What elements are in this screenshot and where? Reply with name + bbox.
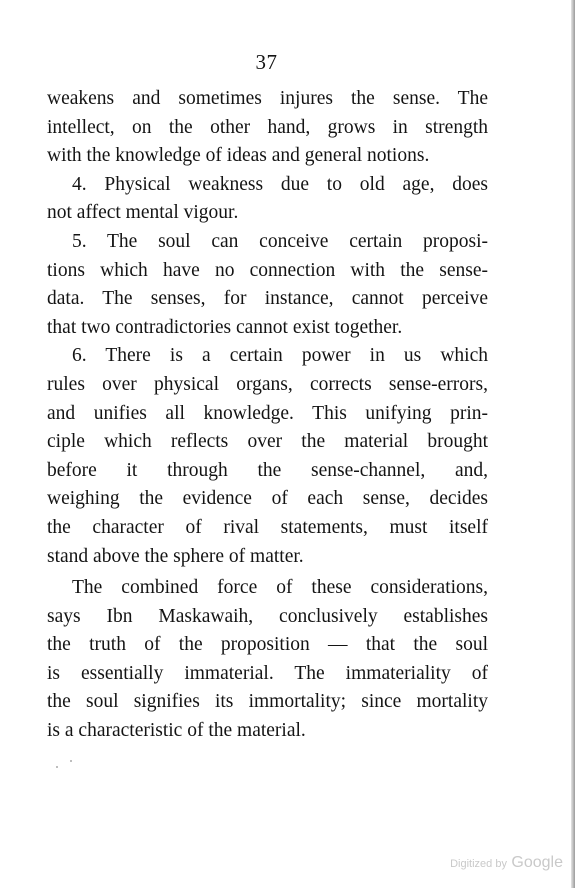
text-line: ciple which reflects over the material brought	[47, 431, 488, 453]
text-line: The combined force of these considerations,	[72, 577, 488, 599]
text-line: with the knowledge of ideas and general notions.	[47, 145, 430, 167]
text-line: stand above the sphere of matter.	[47, 545, 304, 567]
body-text	[47, 85, 488, 746]
speck	[70, 760, 72, 762]
text-line: the soul signifies its immortality; since mortality	[47, 691, 488, 713]
text-line: is a characteristic of the material.	[47, 720, 306, 742]
text-line: data. The senses, for instance, cannot perceive	[47, 288, 488, 310]
text-line: rules over physical organs, corrects sense-errors,	[47, 373, 488, 395]
text-line: the truth of the proposition — that the soul	[47, 634, 488, 656]
digitized-watermark	[450, 854, 563, 872]
text-line: weakens and sometimes injures the sense. The	[47, 88, 488, 109]
text-line: the character of rival statements, must itself	[47, 516, 488, 538]
text-line: 4. Physical weakness due to old age, does	[72, 173, 488, 195]
scan-specks	[56, 760, 76, 770]
watermark-brand: Google	[511, 854, 563, 871]
text-line: 6. There is a certain power in us which	[72, 345, 488, 367]
text-line: not affect mental vigour.	[47, 202, 239, 224]
text-line: tions which have no connection with the sense-	[47, 259, 488, 281]
text-line: 5. The soul can conceive certain proposi-	[72, 230, 488, 252]
text-line: weighing the evidence of each sense, decides	[47, 488, 488, 510]
speck	[56, 766, 58, 768]
page-number: 37	[255, 50, 278, 74]
text-line: that two contradictories cannot exist together.	[47, 316, 403, 338]
text-line: says Ibn Maskawaih, conclusively establishes	[47, 605, 488, 627]
watermark-prefix: Digitized by	[450, 858, 507, 870]
text-line: before it through the sense-channel, and,	[47, 459, 488, 481]
text-line: is essentially immaterial. The immateriality of	[47, 662, 488, 684]
text-line: and unifies all knowledge. This unifying prin-	[47, 402, 488, 424]
text-line: intellect, on the other hand, grows in strength	[47, 116, 488, 138]
page-edge-shadow	[571, 0, 575, 888]
